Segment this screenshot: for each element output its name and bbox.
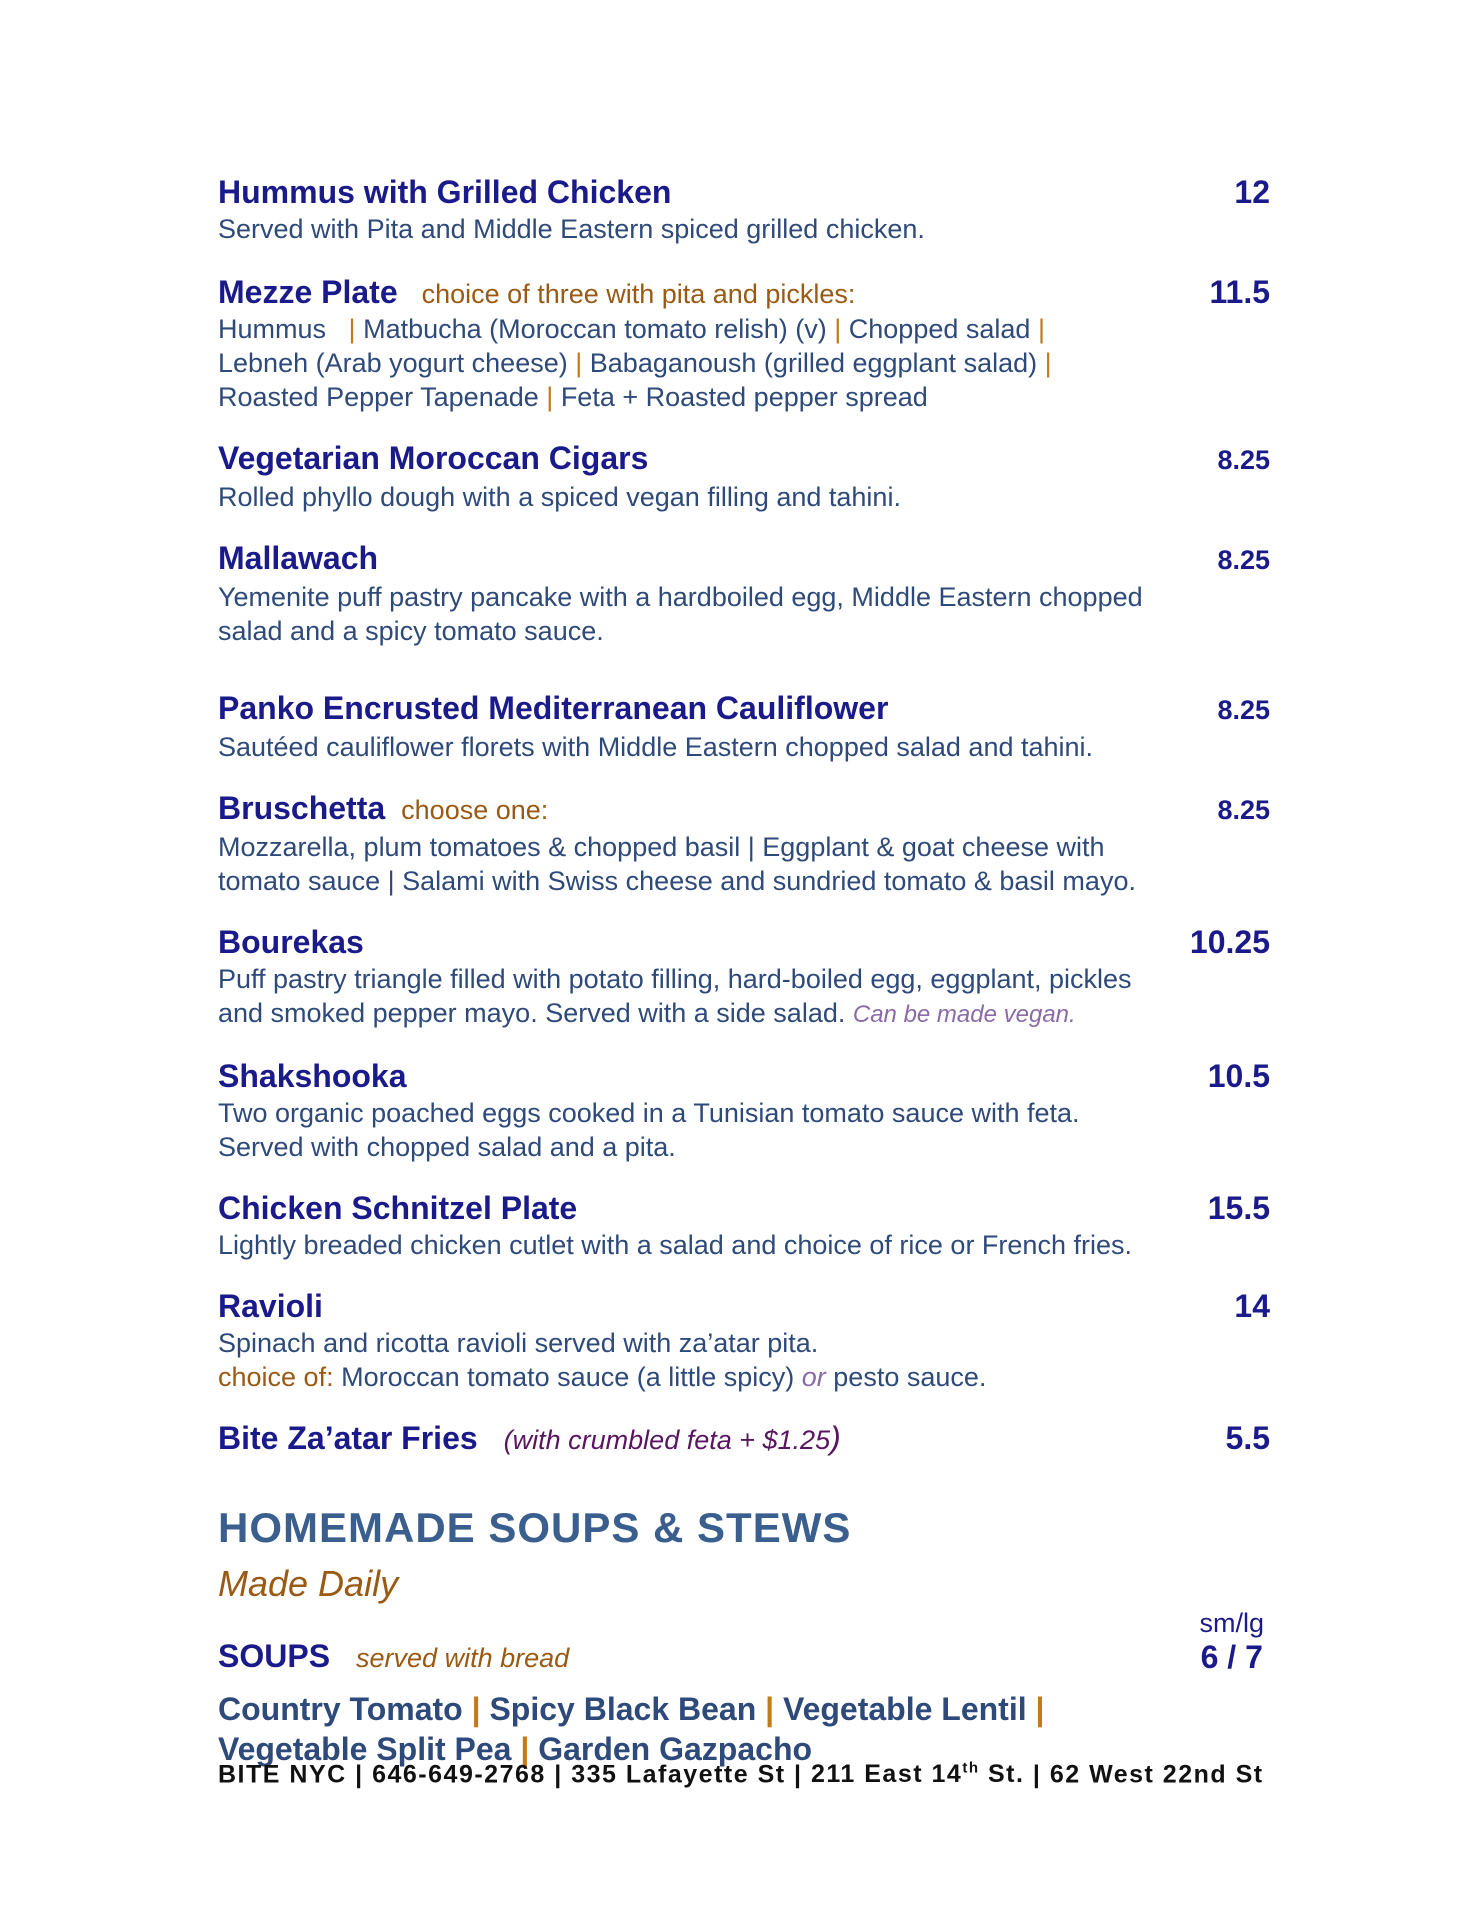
item-price: 11.5 <box>1209 274 1270 310</box>
soups-note: served with bread <box>356 1643 570 1673</box>
separator: | <box>834 314 842 344</box>
item-description <box>218 1326 1270 1394</box>
item-title: Hummus with Grilled Chicken <box>218 174 672 210</box>
separator: | <box>794 1760 803 1789</box>
footer-loc2-pre: 211 East 14 <box>810 1760 963 1789</box>
item-description <box>218 580 1270 648</box>
separator: | <box>471 1691 481 1727</box>
menu-item <box>218 1288 1270 1394</box>
item-note <box>504 1420 841 1457</box>
item-price: 8.25 <box>1217 695 1270 725</box>
item-price: 10.5 <box>1207 1058 1270 1094</box>
mezze-option: Chopped salad <box>848 314 1031 344</box>
item-price: 8.25 <box>1217 445 1270 475</box>
item-title: Bite Za’atar Fries <box>218 1420 478 1456</box>
soup-item: Country Tomato <box>218 1691 463 1727</box>
desc-line: and smoked pepper mayo. Served with a side salad. <box>218 998 846 1028</box>
soup-item: Garden Gazpacho <box>538 1731 813 1767</box>
footer-location <box>811 1760 1024 1788</box>
footer-loc2-sup: th <box>962 1760 980 1777</box>
choice-option: Moroccan tomato sauce (a little spicy) <box>333 1362 802 1392</box>
soups-price-block <box>1199 1607 1264 1675</box>
menu-item <box>218 1190 1270 1262</box>
soups-label: SOUPS <box>218 1638 331 1674</box>
menu-item <box>218 174 1270 246</box>
desc-line: tomato sauce | Salami with Swiss cheese and sundried tomato & basil mayo. <box>218 866 1136 896</box>
menu-page <box>218 174 1270 1769</box>
fries-note-close: ) <box>830 1420 841 1456</box>
item-title: Panko Encrusted Mediterranean Cauliflower <box>218 690 889 726</box>
mezze-option: Roasted Pepper Tapenade <box>218 382 539 412</box>
item-title: Ravioli <box>218 1288 323 1324</box>
soups-header <box>218 1607 1270 1675</box>
soup-item: Spicy Black Bean <box>489 1691 757 1727</box>
item-note: choose one: <box>401 795 549 825</box>
separator: | <box>1037 314 1045 344</box>
menu-item <box>218 690 1270 764</box>
mezze-option: Matbucha (Moroccan tomato relish) (v) <box>363 314 827 344</box>
item-price: 14 <box>1234 1288 1270 1324</box>
item-title: Bourekas <box>218 924 364 960</box>
item-title: Shakshooka <box>218 1058 407 1094</box>
soup-item: Vegetable Lentil <box>782 1691 1027 1727</box>
separator: | <box>546 382 554 412</box>
item-title: Mezze Plate <box>218 274 398 310</box>
mezze-option: Lebneh (Arab yogurt cheese) <box>218 348 568 378</box>
item-description <box>218 830 1270 898</box>
footer-loc2-post: St. <box>979 1760 1025 1789</box>
footer-location: 62 West 22nd St <box>1049 1760 1264 1789</box>
item-description <box>218 1096 1270 1164</box>
footer-phone: 646-649-2768 <box>372 1760 546 1789</box>
item-price: 8.25 <box>1217 795 1270 825</box>
separator: | <box>765 1691 775 1727</box>
section-title: HOMEMADE SOUPS & STEWS <box>218 1504 852 1551</box>
footer-brand: BITE NYC <box>218 1760 347 1789</box>
item-description: Sautéed cauliflower florets with Middle Eastern chopped salad and tahini. <box>218 732 1094 762</box>
mezze-option: Feta + Roasted pepper spread <box>560 382 928 412</box>
item-title: Vegetarian Moroccan Cigars <box>218 440 649 476</box>
fries-note: (with crumbled feta + $1.25 <box>503 1425 831 1455</box>
desc-line: Mozzarella, plum tomatoes & chopped basil | Eggplant & goat cheese with <box>218 832 1105 862</box>
menu-item <box>218 790 1270 898</box>
soup-item: Vegetable Split Pea <box>218 1731 512 1767</box>
separator: | <box>554 1760 563 1789</box>
item-title: Bruschetta <box>218 790 386 826</box>
choice-option: pesto sauce. <box>825 1362 987 1392</box>
desc-line: Puff pastry triangle filled with potato filling, hard-boiled egg, eggplant, pickles <box>218 964 1132 994</box>
menu-item <box>218 274 1270 414</box>
mezze-option: Babaganoush (grilled eggplant salad) <box>589 348 1038 378</box>
item-description: Served with Pita and Middle Eastern spiced grilled chicken. <box>218 214 925 244</box>
menu-item <box>218 540 1270 648</box>
soups-size-label: sm/lg <box>1199 1608 1264 1638</box>
item-price: 5.5 <box>1225 1420 1270 1456</box>
item-description: Rolled phyllo dough with a spiced vegan filling and tahini. <box>218 482 901 512</box>
choice-or: or <box>801 1362 826 1392</box>
separator: | <box>333 314 356 344</box>
mezze-option: Hummus <box>218 314 327 344</box>
desc-line: Yemenite puff pastry pancake with a hardboiled egg, Middle Eastern chopped <box>218 582 1143 612</box>
menu-item <box>218 1058 1270 1164</box>
item-description <box>218 312 1270 414</box>
item-note: choice of three with pita and pickles: <box>421 279 856 309</box>
soup-list <box>218 1689 1270 1769</box>
desc-line: salad and a spicy tomato sauce. <box>218 616 604 646</box>
desc-line: Two organic poached eggs cooked in a Tunisian tomato sauce with feta. <box>218 1098 1080 1128</box>
footer <box>218 1760 1264 1789</box>
item-title: Mallawach <box>218 540 379 576</box>
choice-label: choice of: <box>218 1362 334 1392</box>
footer-location: 335 Lafayette St <box>571 1760 786 1789</box>
separator: | <box>520 1731 530 1767</box>
separator: | <box>1032 1760 1042 1789</box>
item-title: Chicken Schnitzel Plate <box>218 1190 578 1226</box>
menu-item <box>218 440 1270 514</box>
item-price: 12 <box>1234 174 1270 210</box>
menu-item <box>218 924 1270 1032</box>
separator: | <box>1044 348 1052 378</box>
item-description <box>218 962 1270 1032</box>
soups-price: 6 / 7 <box>1200 1639 1263 1675</box>
menu-item <box>218 1420 1270 1457</box>
separator: | <box>575 348 583 378</box>
item-price: 15.5 <box>1207 1190 1270 1226</box>
separator: | <box>355 1760 364 1789</box>
section-subtitle: Made Daily <box>218 1563 399 1604</box>
item-price: 10.25 <box>1189 924 1270 960</box>
vegan-note: Can be made vegan. <box>852 1001 1076 1028</box>
item-price: 8.25 <box>1217 545 1270 575</box>
item-description: Lightly breaded chicken cutlet with a salad and choice of rice or French fries. <box>218 1230 1132 1260</box>
desc-line: Served with chopped salad and a pita. <box>218 1132 676 1162</box>
desc-line: Spinach and ricotta ravioli served with za’atar pita. <box>218 1328 819 1358</box>
separator: | <box>1035 1691 1045 1727</box>
